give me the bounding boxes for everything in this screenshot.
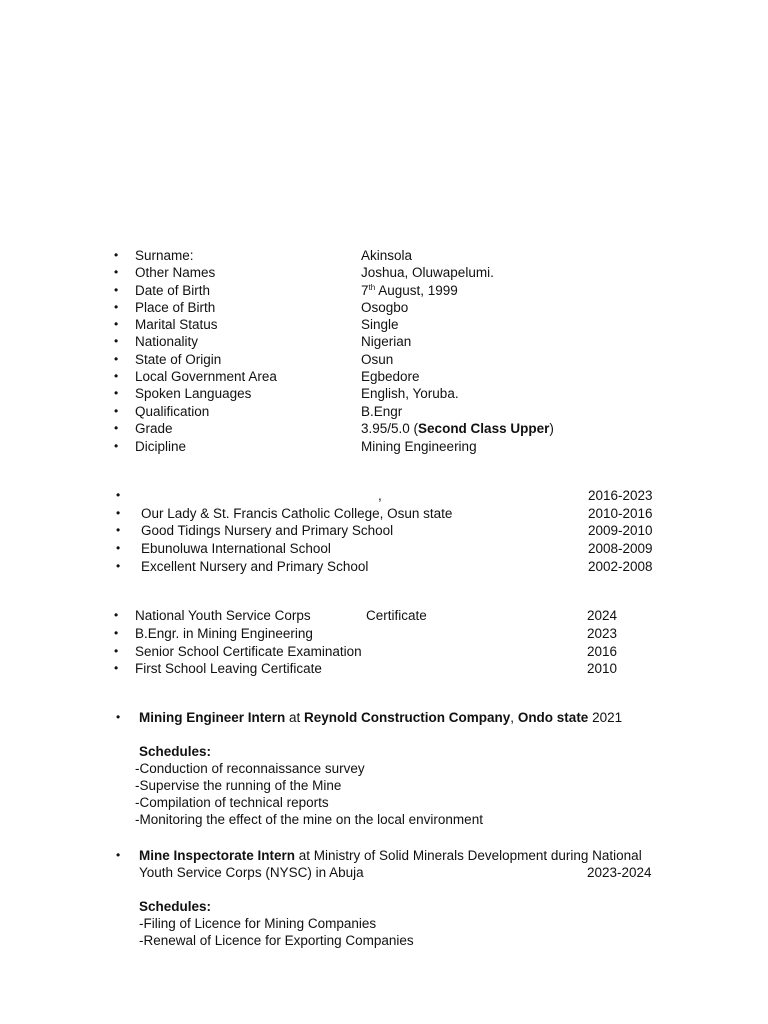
certificate-row xyxy=(114,643,674,660)
field-value: Nigerian xyxy=(361,334,412,349)
certificate-name: B.Engr. in Mining Engineering xyxy=(135,626,313,641)
job-years: 2023-2024 xyxy=(587,865,652,880)
bullet: • xyxy=(114,352,119,366)
bullet: • xyxy=(116,710,121,724)
school-years: 2009-2010 xyxy=(588,523,653,538)
school-name: Our Lady & St. Francis Catholic College, Osun state xyxy=(141,506,453,521)
birth-month-year: August, 1999 xyxy=(375,283,458,298)
experience-heading xyxy=(139,847,642,864)
schedules-label: Schedules: xyxy=(139,744,212,759)
personal-row xyxy=(114,333,674,350)
bullet: • xyxy=(114,317,119,331)
bullet: • xyxy=(114,386,119,400)
job-organisation: at Ministry of Solid Minerals Development during National xyxy=(295,848,642,863)
experience-title xyxy=(116,847,716,864)
education-row xyxy=(116,558,676,575)
field-label: Local Government Area xyxy=(135,369,277,384)
experience-title xyxy=(116,709,716,726)
bullet: • xyxy=(114,644,119,658)
grade-score: 3.95/5.0 ( xyxy=(361,421,419,436)
bullet: • xyxy=(114,404,119,418)
grade-class: Second Class Upper xyxy=(418,421,550,436)
bullet: • xyxy=(114,608,119,622)
bullet: • xyxy=(116,488,121,502)
school-name: Ebunoluwa International School xyxy=(141,541,331,556)
field-label: Date of Birth xyxy=(135,283,211,298)
certificate-name: Senior School Certificate Examination xyxy=(135,644,362,659)
grade-close: ) xyxy=(549,421,554,436)
field-value: Osun xyxy=(361,352,394,367)
bullet: • xyxy=(116,523,121,537)
bullet: • xyxy=(114,248,119,262)
schedule-item: -Filing of Licence for Mining Companies xyxy=(139,916,377,931)
job-organisation: Reynold Construction Company xyxy=(304,710,511,725)
field-value: Akinsola xyxy=(361,248,413,263)
certificate-row xyxy=(114,660,674,677)
experience-title-line2 xyxy=(139,864,699,881)
experience-heading xyxy=(139,709,622,726)
bullet: • xyxy=(116,559,121,573)
personal-row xyxy=(114,299,674,316)
field-label: Surname: xyxy=(135,248,194,263)
bullet: • xyxy=(114,421,119,435)
field-label: Place of Birth xyxy=(135,300,216,315)
ordinal-suffix: th xyxy=(368,283,376,292)
school-years: 2002-2008 xyxy=(588,559,653,574)
personal-row xyxy=(114,368,674,385)
personal-row xyxy=(114,282,674,299)
certificate-extra: Certificate xyxy=(366,608,427,623)
certificate-name: National Youth Service Corps xyxy=(135,608,311,623)
schedule-item: -Supervise the running of the Mine xyxy=(135,778,342,793)
schedules-label: Schedules: xyxy=(139,899,212,914)
birth-day: 7 xyxy=(361,283,369,298)
field-label: Grade xyxy=(135,421,173,436)
field-label: Spoken Languages xyxy=(135,386,252,401)
field-label: Nationality xyxy=(135,334,199,349)
bullet: • xyxy=(114,334,119,348)
certificate-year: 2023 xyxy=(587,626,618,641)
field-value: English, Yoruba. xyxy=(361,386,459,401)
bullet: • xyxy=(116,506,121,520)
schedules-heading xyxy=(139,898,211,915)
certificate-name: First School Leaving Certificate xyxy=(135,661,322,676)
certificate-year: 2024 xyxy=(587,608,618,623)
field-value xyxy=(361,282,458,299)
bullet: • xyxy=(114,265,119,279)
schedule-item: -Renewal of Licence for Exporting Companies xyxy=(139,933,414,948)
schedules-list xyxy=(139,915,414,949)
field-label: Qualification xyxy=(135,404,210,419)
education-row xyxy=(116,487,676,504)
personal-row xyxy=(114,420,674,437)
field-value xyxy=(361,420,554,437)
schedule-item: -Compilation of technical reports xyxy=(135,795,329,810)
at-word: at xyxy=(285,710,305,725)
education-row xyxy=(116,540,676,557)
personal-row xyxy=(114,351,674,368)
schedules-heading xyxy=(139,743,211,760)
bullet: • xyxy=(114,300,119,314)
bullet: • xyxy=(114,283,119,297)
personal-row xyxy=(114,316,674,333)
schedule-item: -Monitoring the effect of the mine on the local environment xyxy=(135,812,483,827)
school-years: 2010-2016 xyxy=(588,506,653,521)
bullet: • xyxy=(114,369,119,383)
job-role: Mine Inspectorate Intern xyxy=(139,848,296,863)
school-years: 2016-2023 xyxy=(588,488,653,503)
personal-row xyxy=(114,247,674,264)
field-value: Egbedore xyxy=(361,369,420,384)
job-year: 2021 xyxy=(588,710,623,725)
schedule-item: -Conduction of reconnaissance survey xyxy=(135,761,365,776)
schedules-list xyxy=(135,760,483,828)
education-row xyxy=(116,522,676,539)
school-name: , xyxy=(378,488,382,503)
school-name: Good Tidings Nursery and Primary School xyxy=(141,523,394,538)
field-value: Single xyxy=(361,317,399,332)
certificate-year: 2010 xyxy=(587,661,618,676)
field-value: Joshua, Oluwapelumi. xyxy=(361,265,494,280)
certificate-year: 2016 xyxy=(587,644,618,659)
personal-row xyxy=(114,403,674,420)
school-name: Excellent Nursery and Primary School xyxy=(141,559,369,574)
field-value: B.Engr xyxy=(361,404,403,419)
certificate-row xyxy=(114,607,674,624)
field-label: Other Names xyxy=(135,265,216,280)
personal-row xyxy=(114,438,674,455)
separator: , xyxy=(510,710,518,725)
education-row xyxy=(116,505,676,522)
personal-row xyxy=(114,385,674,402)
bullet: • xyxy=(114,626,119,640)
bullet: • xyxy=(114,439,119,453)
job-organisation-cont: Youth Service Corps (NYSC) in Abuja xyxy=(139,865,364,880)
field-label: Dicipline xyxy=(135,439,187,454)
job-location: Ondo state xyxy=(517,710,589,725)
bullet: • xyxy=(116,541,121,555)
bullet: • xyxy=(114,661,119,675)
field-value: Mining Engineering xyxy=(361,439,477,454)
job-role: Mining Engineer Intern xyxy=(139,710,286,725)
certificate-row xyxy=(114,625,674,642)
personal-row xyxy=(114,264,674,281)
field-value: Osogbo xyxy=(361,300,409,315)
bullet: • xyxy=(116,848,121,862)
school-years: 2008-2009 xyxy=(588,541,653,556)
field-label: Marital Status xyxy=(135,317,218,332)
field-label: State of Origin xyxy=(135,352,222,367)
